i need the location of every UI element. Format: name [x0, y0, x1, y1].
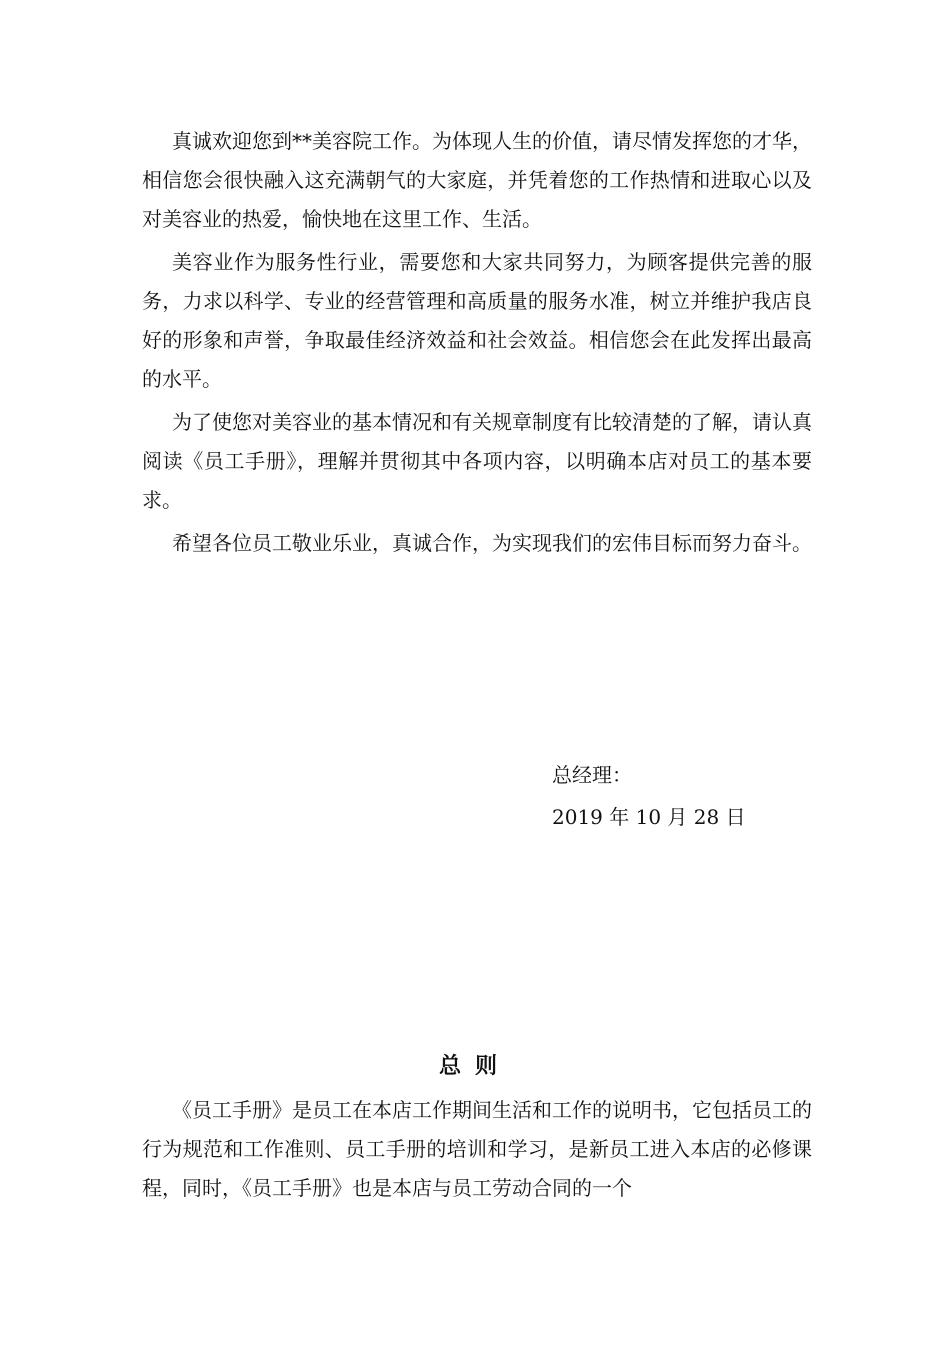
signature-date: 2019 年 10 月 28 日	[552, 805, 746, 829]
welcome-letter	[142, 122, 812, 567]
general-section	[142, 1091, 812, 1212]
welcome-paragraph-3: 为了使您对美容业的基本情况和有关规章制度有比较清楚的了解，请认真阅读《员工手册》，理解并贯彻其中各项内容，以明确本店对员工的基本要求。	[142, 410, 812, 512]
signature-block	[552, 754, 852, 838]
welcome-paragraph-2: 美容业作为服务性行业，需要您和大家共同努力，为顾客提供完善的服务，力求以科学、专业的经营管理和高质量的服务水准，树立并维护我店良好的形象和声誉，争取最佳经济效益和社会效益。相信您会在此发挥出最高的水平。	[142, 250, 812, 391]
signature-title: 总经理：	[552, 763, 632, 787]
welcome-paragraph-1: 真诚欢迎您到**美容院工作。为体现人生的价值，请尽情发挥您的才华，相信您会很快融入这充满朝气的大家庭，并凭着您的工作热情和进取心以及对美容业的热爱，愉快地在这里工作、生活。	[142, 129, 812, 231]
welcome-paragraph-4: 希望各位员工敬业乐业，真诚合作，为实现我们的宏伟目标而努力奋斗。	[172, 531, 812, 555]
general-paragraph: 《员工手册》是员工在本店工作期间生活和工作的说明书，它包括员工的行为规范和工作准则、员工手册的培训和学习，是新员工进入本店的必修课程，同时，《员工手册》也是本店与员工劳动合同的一个	[142, 1098, 812, 1200]
section-title-general: 总则	[438, 1054, 511, 1079]
